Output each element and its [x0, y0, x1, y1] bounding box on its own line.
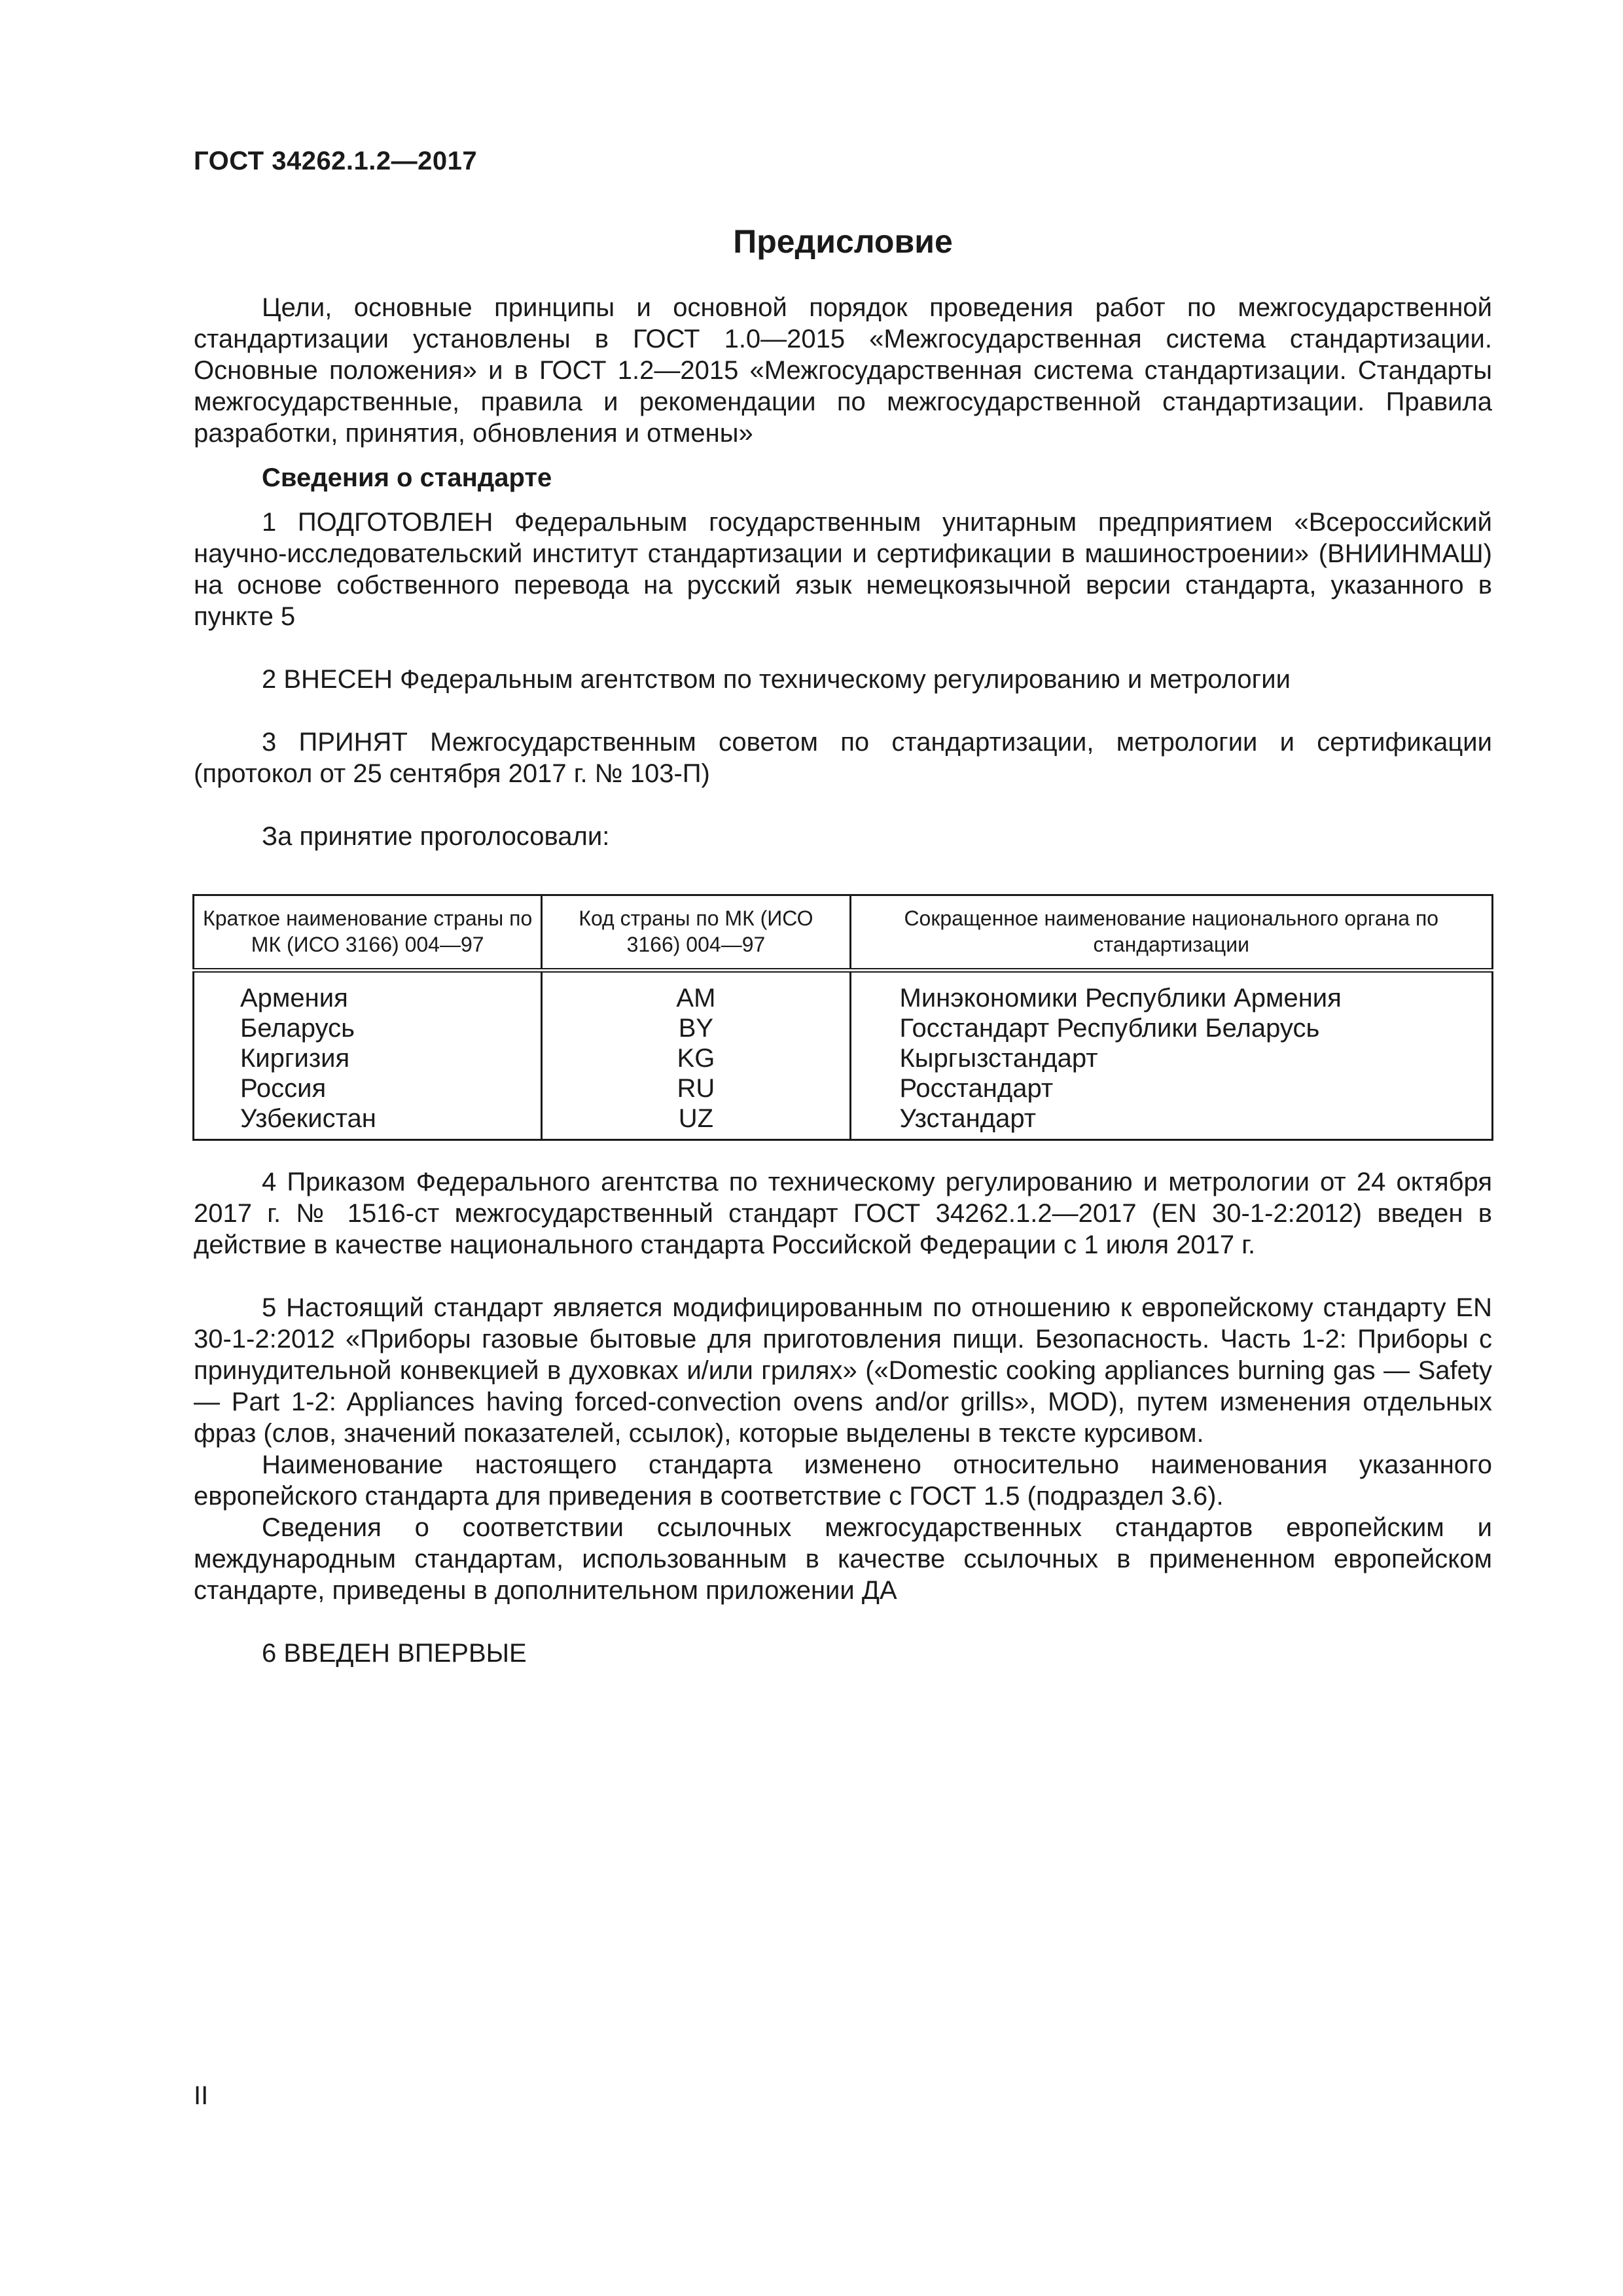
code-cell: UZ — [542, 1103, 850, 1140]
vote-intro: За принятие проголосовали: — [262, 822, 610, 851]
table-row — [194, 1073, 1493, 1103]
country-cell: Киргизия — [194, 1043, 542, 1073]
code-cell: AM — [542, 971, 850, 1014]
code-cell: RU — [542, 1073, 850, 1103]
page-number: II — [194, 2081, 209, 2110]
column-header-code: Код страны по МК (ИСО 3166) 004—97 — [542, 895, 850, 971]
item-6-first-introduced: 6 ВВЕДЕН ВПЕРВЫЕ — [262, 1639, 527, 1668]
standard-info-heading: Сведения о стандарте — [262, 463, 552, 492]
code-cell: KG — [542, 1043, 850, 1073]
country-cell: Россия — [194, 1073, 542, 1103]
table-row — [194, 1103, 1493, 1140]
country-cell: Армения — [194, 971, 542, 1014]
table-row — [194, 1043, 1493, 1073]
authority-cell: Узстандарт — [850, 1103, 1493, 1140]
intro-paragraph: Цели, основные принципы и основной порядок проведения работ по межгосударственной стандартизации установлены в ГОСТ 1.0—2015 «Межгосударственная система стандартизации. Основные положения» и в ГОСТ 1.2—2015 «Межгосударственная система стандартизации. Стандарты межгосударственные, правила и рекомендации по межгосударственной стандартизации. Правила разработки, принятия, обновления и отмены» — [194, 293, 1492, 448]
voting-table — [192, 894, 1493, 1141]
item-4-order: 4 Приказом Федерального агентства по техническому регулированию и метрологии от 24 октября 2017 г. № 1516-ст межгосударственный стандарт ГОСТ 34262.1.2—2017 (EN 30-1-2:2012) введен в действие в качестве национального стандарта Российской Федерации с 1 июля 2017 г. — [194, 1168, 1492, 1259]
item-5-reference-note: Сведения о соответствии ссылочных межгосударственных стандартов европейским и международным стандартам, использованным в качестве ссылочных в примененном европейском стандарте, приведены в дополнительном приложении ДА — [194, 1513, 1492, 1605]
item-2-introduced: 2 ВНЕСЕН Федеральным агентством по техническому регулированию и метрологии — [262, 665, 1291, 694]
table-row — [194, 971, 1493, 1014]
page-title: Предисловие — [733, 223, 953, 260]
code-cell: BY — [542, 1013, 850, 1043]
document-header: ГОСТ 34262.1.2—2017 — [194, 147, 478, 175]
country-cell: Узбекистан — [194, 1103, 542, 1140]
column-header-country: Краткое наименование страны по МК (ИСО 3166) 004—97 — [194, 895, 542, 971]
preface-top-text — [194, 292, 1492, 852]
authority-cell: Минэкономики Республики Армения — [850, 971, 1493, 1014]
authority-cell: Росстандарт — [850, 1073, 1493, 1103]
item-3-adopted: 3 ПРИНЯТ Межгосударственным советом по стандартизации, метрологии и сертификации (протокол от 25 сентября 2017 г. № 103-П) — [194, 728, 1492, 788]
country-cell: Беларусь — [194, 1013, 542, 1043]
table-header-row — [194, 895, 1493, 971]
item-1-prepared: 1 ПОДГОТОВЛЕН Федеральным государственным унитарным предприятием «Всероссийский научно-исследовательский институт стандартизации и сертификации в машиностроении» (ВНИИНМАШ) на основе собственного перевода на русский язык немецкоязычной версии стандарта, указанного в пункте 5 — [194, 508, 1492, 631]
preface-bottom-text — [194, 1166, 1492, 1669]
item-5-name-note: Наименование настоящего стандарта изменено относительно наименования указанного европейского стандарта для приведения в соответствие с ГОСТ 1.5 (подраздел 3.6). — [194, 1450, 1492, 1511]
column-header-authority: Сокращенное наименование национального органа по стандартизации — [850, 895, 1493, 971]
table-row — [194, 1013, 1493, 1043]
authority-cell: Кыргызстандарт — [850, 1043, 1493, 1073]
authority-cell: Госстандарт Республики Беларусь — [850, 1013, 1493, 1043]
item-5-modification: 5 Настоящий стандарт является модифицированным по отношению к европейскому стандарту EN 30-1-2:2012 «Приборы газовые бытовые для приготовления пищи. Безопасность. Часть 1-2: Приборы с принудительной конвекцией в духовках и/или грилях» («Domestic cooking appliances burning gas — Safety — Part 1-2: Appliances having forced-convection ovens and/or grills», MOD), путем изменения отдельных фраз (слов, значений показателей, ссылок), которые выделены в тексте курсивом. — [194, 1293, 1492, 1448]
